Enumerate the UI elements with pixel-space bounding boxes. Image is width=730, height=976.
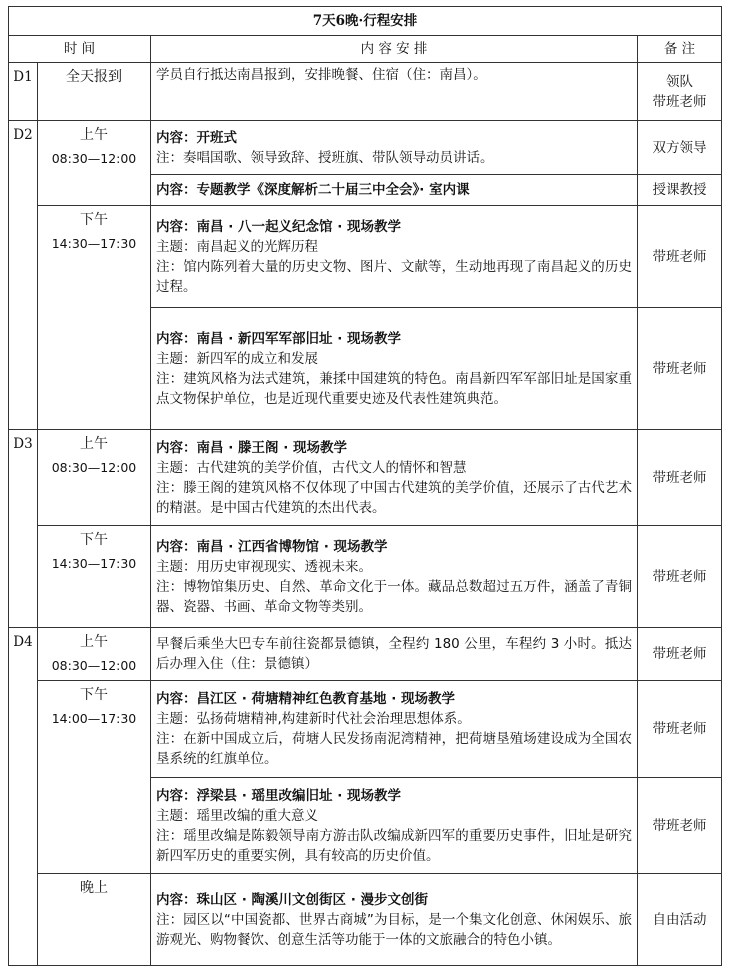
time-cell-d4-pm <box>38 681 151 874</box>
time-label: 下午 <box>80 532 108 548</box>
content-cell <box>151 121 638 175</box>
d2-pm-row-1 <box>9 206 722 308</box>
content-theme: 主题：弘扬荷塘精神,构建新时代社会治理思想体系。 <box>156 711 471 727</box>
d3-am-row <box>9 430 722 526</box>
content-cell <box>151 874 638 966</box>
d2-am-row-1 <box>9 121 722 175</box>
note-cell: 带班老师 <box>638 308 722 430</box>
content-title: 内容：南昌 · 江西省博物馆 · 现场教学 <box>156 538 388 555</box>
note-line: 领队 <box>666 73 693 90</box>
content-title: 内容：专题教学《深度解析二十届三中全会》· 室内课 <box>156 182 470 198</box>
time-label: 全天报到 <box>66 69 122 85</box>
content-note: 注：瑶里改编是陈毅领导南方游击队改编成新四军的重要历史事件，旧址是研究新四军历史的重要实例，具有较高的历史价值。 <box>156 827 632 864</box>
content-title: 内容：南昌 · 新四军军部旧址 · 现场教学 <box>156 330 402 347</box>
content-note: 注：在新中国成立后，荷塘人民发扬南泥湾精神，把荷塘垦殖场建设成为全国农垦系统的红旗单位。 <box>156 731 632 767</box>
content-note: 注：博物馆集历史、自然、革命文化于一体。藏品总数超过五万件，涵盖了青铜器、瓷器、书画、革命文物等类别。 <box>156 578 632 615</box>
time-range: 08:30—12:00 <box>51 658 137 673</box>
note-cell: 带班老师 <box>638 526 722 628</box>
day-label-d1: D1 <box>9 63 38 121</box>
content-note: 注：园区以“中国瓷都、世界古商城”为目标，是一个集文化创意、休闲娱乐、旅游观光、购物餐饮、创意生活等功能于一体的文旅融合的特色小镇。 <box>156 911 632 948</box>
time-cell-d4-am <box>38 628 151 681</box>
header-time: 时 间 <box>9 36 151 63</box>
note-cell: 带班老师 <box>638 430 722 526</box>
content-cell-d1 <box>151 63 638 121</box>
content-cell <box>151 681 638 778</box>
note-cell: 带班老师 <box>638 778 722 874</box>
note-cell: 带班老师 <box>638 681 722 778</box>
header-note: 备 注 <box>638 36 722 63</box>
content-theme: 主题：瑶里改编的重大意义 <box>156 807 318 824</box>
time-cell-d1 <box>38 63 151 121</box>
content-title: 内容：浮梁县 · 瑶里改编旧址 · 现场教学 <box>156 787 402 804</box>
content-title: 内容：南昌 · 滕王阁 · 现场教学 <box>156 439 348 456</box>
content-theme: 主题：南昌起义的光辉历程 <box>156 238 318 255</box>
time-range: 08:30—12:00 <box>51 460 137 475</box>
content-text: 学员自行抵达南昌报到，安排晚餐、住宿（住：南昌）。 <box>156 67 487 83</box>
time-cell-d2-pm <box>38 206 151 430</box>
content-note: 注：馆内陈列着大量的历史文物、图片、文献等，生动地再现了南昌起义的历史过程。 <box>156 258 632 295</box>
time-range: 14:00—17:30 <box>51 711 137 726</box>
content-theme: 主题：用历史审视现实、透视未来。 <box>156 558 372 575</box>
time-range: 08:30—12:00 <box>51 151 137 166</box>
note-cell: 带班老师 <box>638 206 722 308</box>
content-note: 注：滕王阁的建筑风格不仅体现了中国古代建筑的美学价值，还展示了古代艺术的精湛。是中国古代建筑的杰出代表。 <box>156 479 632 516</box>
time-label: 下午 <box>80 687 108 703</box>
time-label: 上午 <box>80 436 108 452</box>
d4-eve-row <box>9 874 722 966</box>
day-label-d4: D4 <box>9 628 38 966</box>
content-cell <box>151 175 638 206</box>
time-label: 下午 <box>80 212 108 228</box>
content-theme: 主题：古代建筑的美学价值，古代文人的情怀和智慧 <box>156 459 467 476</box>
content-note: 注：奏唱国歌、领导致辞、授班旗、带队领导动员讲话。 <box>156 149 494 166</box>
content-title: 内容：珠山区 · 陶溪川文创街区 · 漫步文创街 <box>156 891 429 908</box>
header-content: 内 容 安 排 <box>151 36 638 63</box>
d4-am-row <box>9 628 722 681</box>
d3-pm-row <box>9 526 722 628</box>
time-label: 晚上 <box>80 880 108 896</box>
content-note: 注：建筑风格为法式建筑，兼揉中国建筑的特色。南昌新四军军部旧址是国家重点文物保护单位，也是近现代重要史迹及代表性建筑典范。 <box>156 370 632 407</box>
time-range: 14:30—17:30 <box>51 556 137 571</box>
note-line: 带班老师 <box>652 93 707 110</box>
day-label-d3: D3 <box>9 430 38 628</box>
note-cell: 自由活动 <box>638 874 722 966</box>
content-cell <box>151 628 638 681</box>
time-cell-d3-pm <box>38 526 151 628</box>
d1-row <box>9 63 722 121</box>
note-cell: 双方领导 <box>638 121 722 175</box>
content-title: 内容：南昌 · 八一起义纪念馆 · 现场教学 <box>156 218 402 235</box>
content-text: 早餐后乘坐大巴专车前往瓷都景德镇，全程约 180 公里，车程约 3 小时。抵达后办理入住（住：景德镇） <box>156 636 632 672</box>
note-cell-d1 <box>638 63 722 121</box>
content-cell <box>151 206 638 308</box>
time-cell-d3-am <box>38 430 151 526</box>
table-title: 7天6晚·行程安排 <box>9 7 722 36</box>
time-cell-d4-eve <box>38 874 151 966</box>
header-row <box>9 36 722 63</box>
d4-pm-row-1 <box>9 681 722 778</box>
content-cell <box>151 308 638 430</box>
content-theme: 主题：新四军的成立和发展 <box>156 350 318 367</box>
itinerary-table <box>8 6 722 966</box>
content-title: 内容：昌江区 · 荷塘精神红色教育基地 · 现场教学 <box>156 691 456 707</box>
time-range: 14:30—17:30 <box>51 236 137 251</box>
time-label: 上午 <box>80 127 108 143</box>
time-cell-d2-am <box>38 121 151 206</box>
content-cell <box>151 778 638 874</box>
content-cell <box>151 526 638 628</box>
day-label-d2: D2 <box>9 121 38 430</box>
time-label: 上午 <box>80 634 108 650</box>
content-cell <box>151 430 638 526</box>
note-cell: 授课教授 <box>638 175 722 206</box>
content-title: 内容：开班式 <box>156 129 237 146</box>
note-cell: 带班老师 <box>638 628 722 681</box>
